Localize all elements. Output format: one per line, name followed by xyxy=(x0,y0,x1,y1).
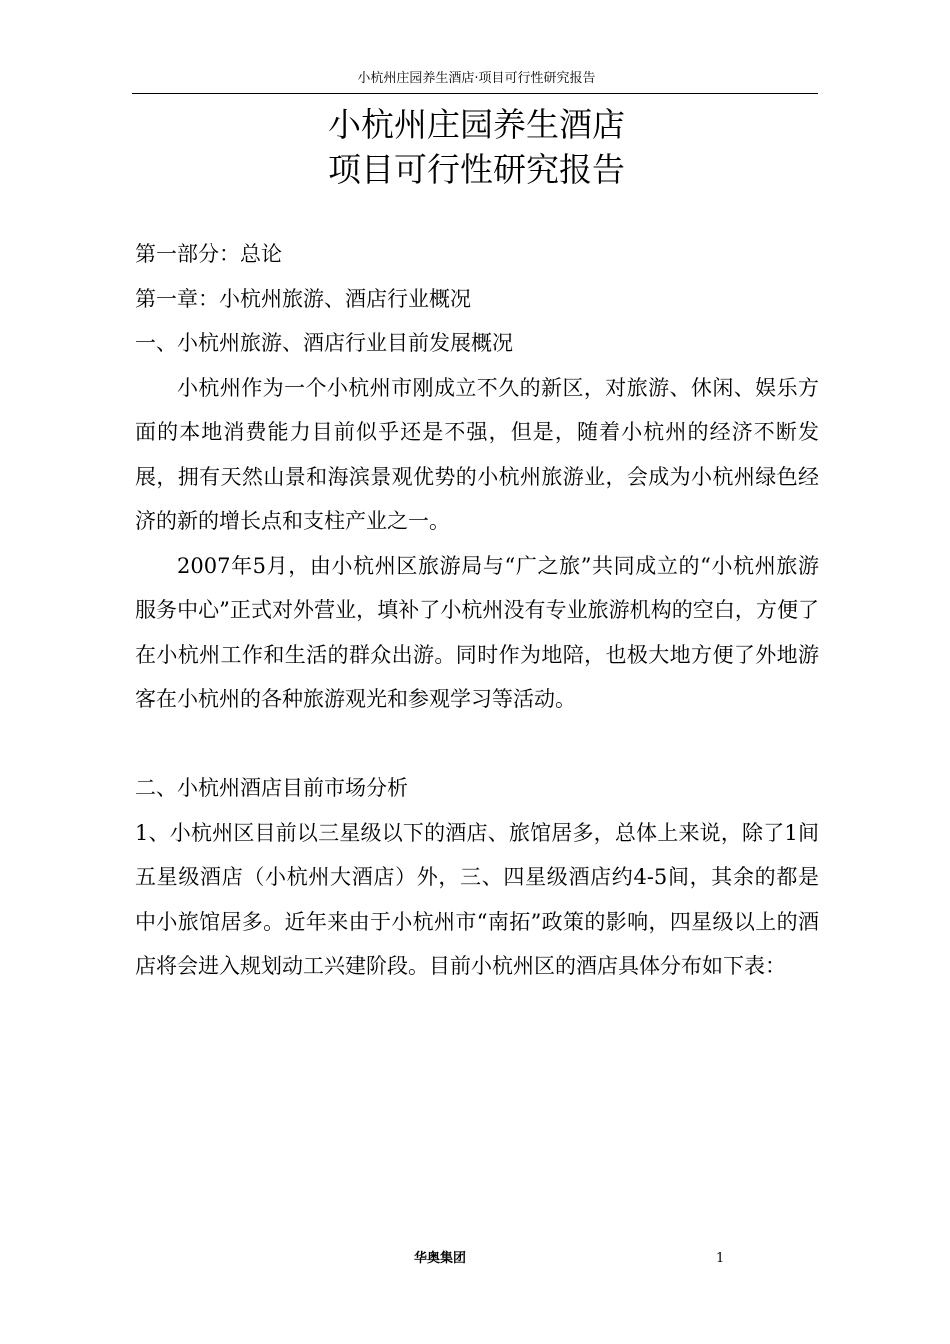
running-header: 小杭州庄园养生酒店·项目可行性研究报告 xyxy=(357,71,596,86)
page-number: 1 xyxy=(716,1251,725,1266)
footer-company: 华奥集团 xyxy=(413,1251,466,1266)
section-2-heading: 二、小杭州酒店目前市场分析 xyxy=(135,776,408,800)
section-2-paragraph-1: 1、小杭州区目前以三星级以下的酒店、旅馆居多，总体上来说，除了1间五星级酒店（小杭州大酒店）外，三、四星级酒店约4-5间，其余的都是中小旅馆居多。近年来由于小杭州市“南拓”政策的影响，四星级以上的酒店将会进入规划动工兴建阶段。目前小杭州区的酒店具体分布如下表： xyxy=(135,820,819,978)
part-heading: 第一部分：总论 xyxy=(135,242,282,266)
section-1-paragraph-1: 小杭州作为一个小杭州市刚成立不久的新区，对旅游、休闲、娱乐方面的本地消费能力目前似乎还是不强，但是，随着小杭州的经济不断发展，拥有天然山景和海滨景观优势的小杭州旅游业，会成为小杭州绿色经济的新的增长点和支柱产业之一。 xyxy=(135,375,819,533)
title-line-1: 小杭州庄园养生酒店 xyxy=(328,105,625,144)
title-line-2: 项目可行性研究报告 xyxy=(328,150,625,189)
document-title xyxy=(135,102,818,192)
document-body xyxy=(135,232,819,989)
paragraph-spacer xyxy=(135,722,819,767)
chapter-heading: 第一章：小杭州旅游、酒店行业概况 xyxy=(135,286,471,311)
section-1-paragraph-2: 2007年5月，由小杭州区旅游局与“广之旅”共同成立的“小杭州旅游服务中心”正式对外营业，填补了小杭州没有专业旅游机构的空白，方便了在小杭州工作和生活的群众出游。同时作为地陪，也极大地方便了外地游客在小杭州的各种旅游观光和参观学习等活动。 xyxy=(135,553,819,711)
section-1-heading: 一、小杭州旅游、酒店行业目前发展概况 xyxy=(135,331,513,355)
header-rule xyxy=(132,93,818,94)
